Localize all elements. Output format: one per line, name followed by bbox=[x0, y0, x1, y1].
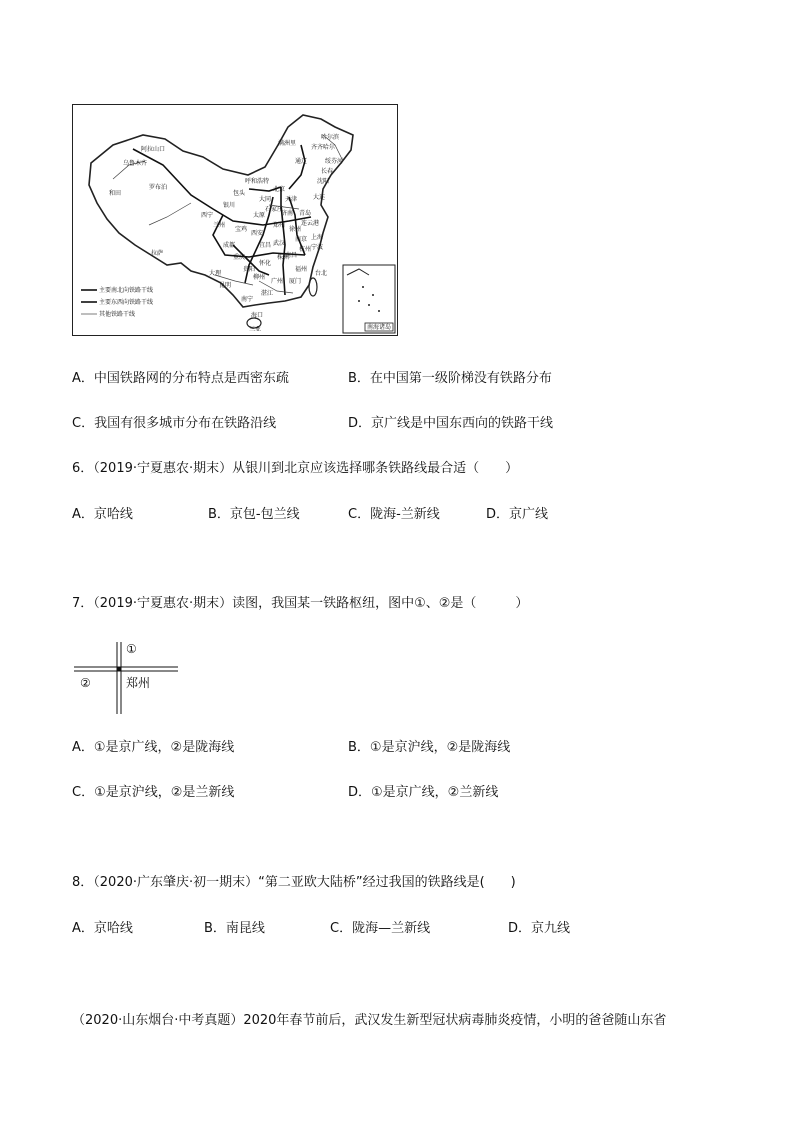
svg-text:西安: 西安 bbox=[251, 230, 264, 237]
svg-text:湛江: 湛江 bbox=[261, 290, 274, 297]
svg-text:银川: 银川 bbox=[223, 202, 236, 209]
svg-text:和田: 和田 bbox=[109, 190, 122, 197]
junction-diagram bbox=[72, 638, 182, 716]
taiwan-island bbox=[309, 278, 317, 296]
svg-text:贵阳: 贵阳 bbox=[243, 266, 256, 273]
south-china-sea-inset bbox=[343, 265, 395, 333]
svg-text:成都: 成都 bbox=[223, 242, 236, 249]
svg-text:大理: 大理 bbox=[209, 270, 222, 277]
svg-text:绥芬河: 绥芬河 bbox=[325, 158, 344, 165]
inset-label: 南海诸岛 bbox=[367, 324, 392, 331]
svg-text:北京: 北京 bbox=[273, 186, 286, 193]
diagram-city-zhengzhou: 郑州 bbox=[126, 676, 151, 690]
svg-text:罗布泊: 罗布泊 bbox=[149, 184, 168, 191]
svg-text:大同: 大同 bbox=[259, 196, 272, 203]
svg-text:广州: 广州 bbox=[271, 278, 284, 285]
q7-option-c: C．①是京沪线，②是兰新线 bbox=[72, 785, 235, 800]
q6-option-c: C．陇海-兰新线 bbox=[348, 507, 440, 522]
q6-stem: 6．（2019·宁夏惠农·期末）从银川到北京应该选择哪条铁路线最合适（ ） bbox=[72, 461, 519, 476]
svg-text:呼和浩特: 呼和浩特 bbox=[245, 178, 270, 185]
svg-text:满洲里: 满洲里 bbox=[278, 140, 297, 147]
q8-option-b: B．南昆线 bbox=[204, 921, 265, 936]
svg-text:石家庄: 石家庄 bbox=[265, 206, 284, 213]
svg-text:徐州: 徐州 bbox=[289, 226, 302, 233]
svg-text:柳州: 柳州 bbox=[253, 274, 266, 281]
q6-option-a: A．京哈线 bbox=[72, 507, 133, 522]
svg-text:西宁: 西宁 bbox=[201, 212, 214, 219]
q5-option-a: A．中国铁路网的分布特点是西密东疏 bbox=[72, 371, 289, 386]
svg-text:齐齐哈尔: 齐齐哈尔 bbox=[311, 144, 336, 151]
svg-text:海口: 海口 bbox=[251, 312, 264, 319]
svg-text:南京: 南京 bbox=[295, 236, 308, 243]
svg-text:通辽: 通辽 bbox=[295, 158, 308, 165]
svg-text:南昌: 南昌 bbox=[285, 252, 298, 259]
q6-option-d: D．京广线 bbox=[486, 507, 549, 522]
svg-text:阿拉山口: 阿拉山口 bbox=[141, 146, 166, 153]
svg-text:济南: 济南 bbox=[281, 210, 294, 217]
svg-text:杭州: 杭州 bbox=[299, 246, 312, 253]
svg-text:长春: 长春 bbox=[321, 168, 334, 175]
q8-option-c: C．陇海—兰新线 bbox=[330, 921, 431, 936]
svg-text:怀化: 怀化 bbox=[259, 260, 272, 267]
passage-intro: （2020·山东烟台·中考真题）2020年春节前后，武汉发生新型冠状病毒肺炎疫情，小明的爸爸随山东省 bbox=[72, 1013, 667, 1028]
q8-option-a: A．京哈线 bbox=[72, 921, 133, 936]
q8-option-d: D．京九线 bbox=[508, 921, 571, 936]
svg-text:太原: 太原 bbox=[253, 212, 266, 219]
svg-text:青岛: 青岛 bbox=[299, 210, 312, 217]
svg-text:福州: 福州 bbox=[295, 266, 308, 273]
q7-option-d: D．①是京广线，②兰新线 bbox=[348, 785, 499, 800]
china-railway-map bbox=[72, 104, 398, 336]
svg-text:台北: 台北 bbox=[315, 270, 328, 277]
legend-ew: 主要东西向铁路干线 bbox=[99, 299, 154, 306]
svg-text:兰州: 兰州 bbox=[213, 222, 226, 229]
q7-option-a: A．①是京广线，②是陇海线 bbox=[72, 740, 235, 755]
svg-text:连云港: 连云港 bbox=[301, 220, 320, 227]
svg-text:武汉: 武汉 bbox=[273, 240, 286, 247]
svg-text:拉萨: 拉萨 bbox=[151, 250, 164, 257]
svg-text:上海: 上海 bbox=[311, 234, 324, 241]
map-legend bbox=[81, 286, 153, 318]
svg-text:宁波: 宁波 bbox=[311, 244, 324, 251]
q8-stem: 8．（2020·广东肇庆·初一期末）“第二亚欧大陆桥”经过我国的铁路线是( ) bbox=[72, 875, 516, 890]
svg-text:沈阳: 沈阳 bbox=[317, 178, 330, 185]
svg-text:乌鲁木齐: 乌鲁木齐 bbox=[123, 160, 148, 167]
svg-text:郑州: 郑州 bbox=[273, 222, 286, 229]
svg-text:重庆: 重庆 bbox=[233, 254, 246, 261]
svg-text:宝鸡: 宝鸡 bbox=[235, 226, 248, 233]
svg-text:昆明: 昆明 bbox=[219, 282, 232, 289]
svg-text:大连: 大连 bbox=[313, 194, 326, 201]
svg-text:三亚: 三亚 bbox=[249, 326, 262, 333]
q7-stem: 7．（2019·宁夏惠农·期末）读图，我国某一铁路枢纽，图中①、②是（ ） bbox=[72, 596, 529, 611]
svg-text:宜昌: 宜昌 bbox=[259, 242, 272, 249]
svg-text:天津: 天津 bbox=[285, 196, 298, 203]
legend-other: 其他铁路干线 bbox=[99, 311, 136, 318]
q6-option-b: B．京包-包兰线 bbox=[208, 507, 300, 522]
legend-ns: 主要南北向铁路干线 bbox=[99, 287, 154, 294]
svg-text:哈尔滨: 哈尔滨 bbox=[321, 134, 340, 141]
svg-text:厦门: 厦门 bbox=[289, 278, 302, 285]
q5-option-d: D．京广线是中国东西向的铁路干线 bbox=[348, 416, 554, 431]
railway-map-svg bbox=[73, 105, 399, 337]
svg-text:南宁: 南宁 bbox=[241, 296, 254, 303]
diagram-label-1: ① bbox=[126, 642, 137, 656]
q5-option-c: C．我国有很多城市分布在铁路沿线 bbox=[72, 416, 277, 431]
svg-text:包头: 包头 bbox=[233, 190, 246, 197]
q7-option-b: B．①是京沪线，②是陇海线 bbox=[348, 740, 511, 755]
diagram-label-2: ② bbox=[80, 676, 91, 690]
svg-text:株洲: 株洲 bbox=[277, 254, 290, 261]
q5-option-b: B．在中国第一级阶梯没有铁路分布 bbox=[348, 371, 552, 386]
